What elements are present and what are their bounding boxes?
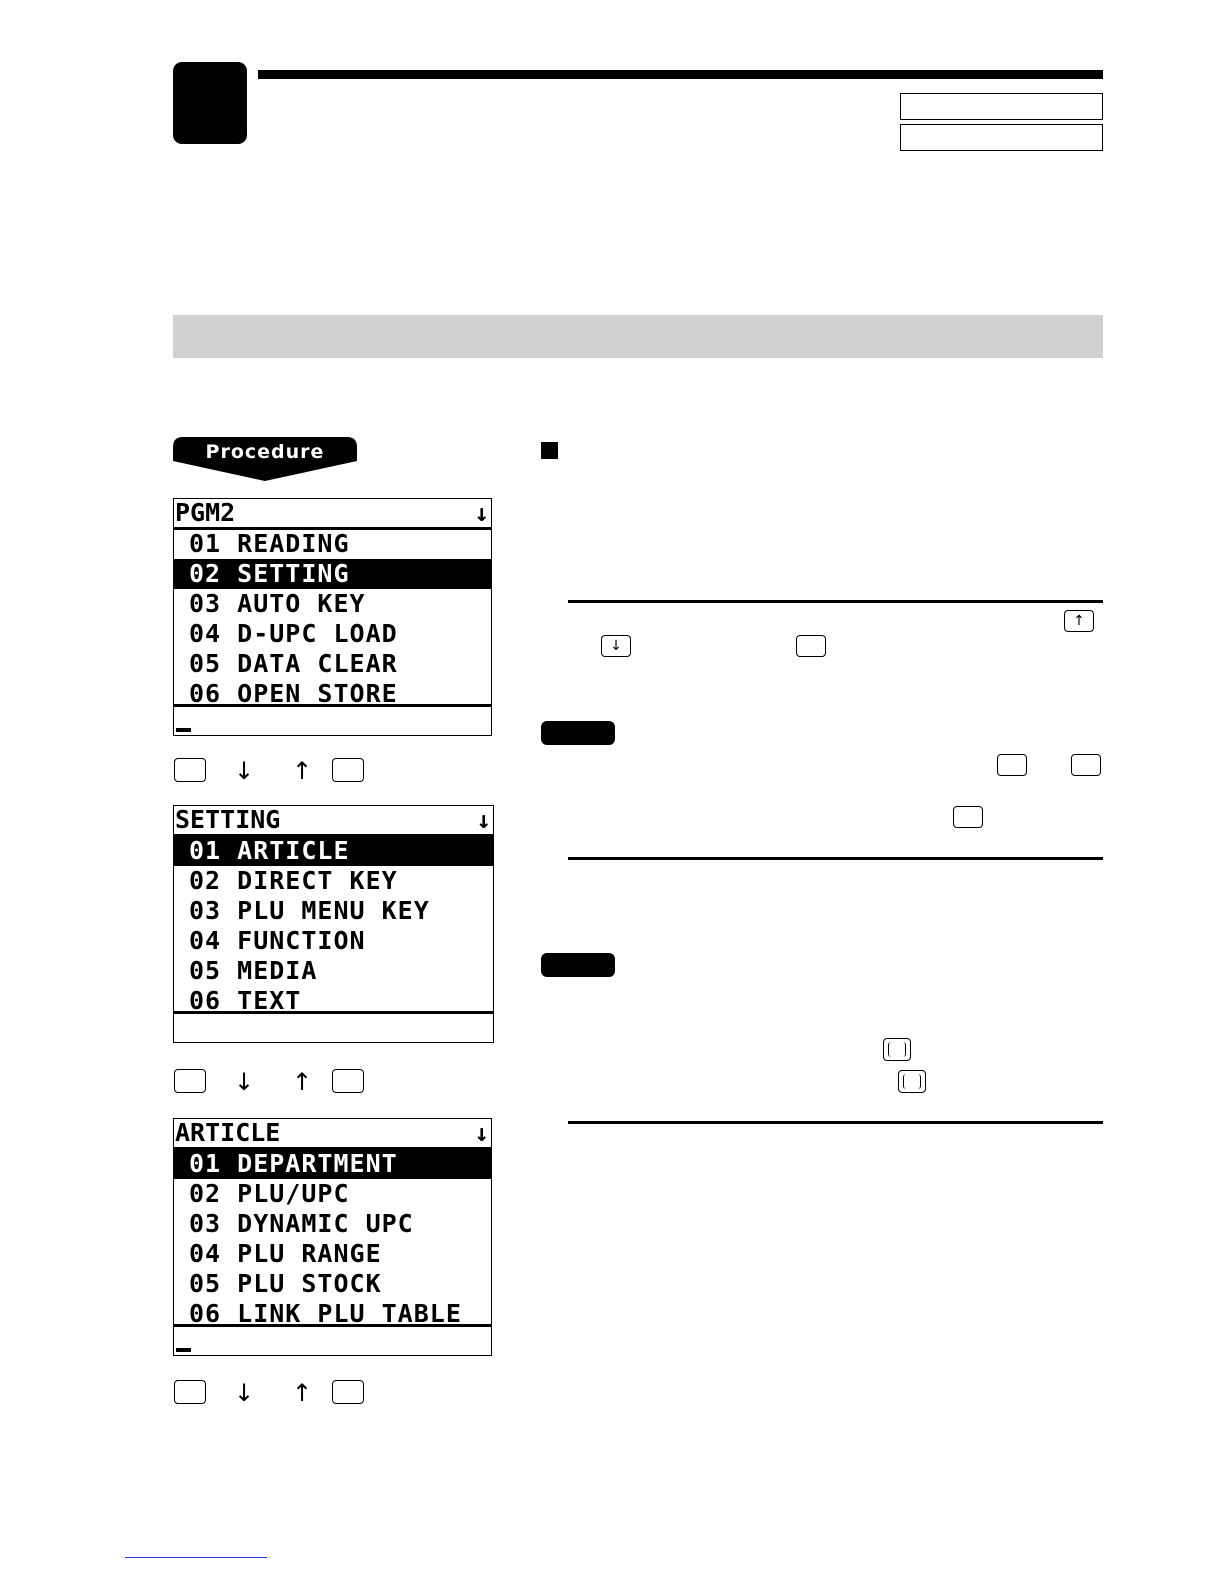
text-cursor	[176, 728, 191, 732]
lcd-screen-article	[173, 1118, 492, 1356]
divider-rule	[568, 600, 1103, 603]
mode-box-1	[900, 93, 1103, 120]
lcd-screen-setting	[173, 805, 494, 1043]
key-icon[interactable]	[174, 758, 206, 782]
square-bullet-icon	[541, 442, 558, 459]
lcd-input-line	[174, 1324, 491, 1355]
menu-item[interactable]: 04 D-UPC LOAD	[189, 619, 398, 648]
key-sequence-1	[173, 756, 373, 786]
procedure-label: Procedure	[205, 441, 325, 463]
key-sequence-2	[173, 1067, 373, 1097]
menu-item-selected[interactable]: 01 ARTICLE	[174, 836, 493, 866]
lcd-title: PGM2	[174, 499, 491, 530]
bottom-link-underline[interactable]	[125, 1557, 267, 1558]
down-arrow-glyph: ↓	[610, 638, 622, 654]
scroll-down-icon: ↓	[474, 499, 489, 527]
divider-rule	[568, 1121, 1103, 1124]
menu-item[interactable]: 03 PLU MENU KEY	[189, 896, 430, 925]
key-icon[interactable]	[332, 758, 364, 782]
lcd-screen-pgm2	[173, 498, 492, 736]
key-icon[interactable]	[332, 1380, 364, 1404]
key-icon[interactable]	[174, 1380, 206, 1404]
scroll-down-icon: ↓	[476, 806, 491, 834]
header-rule	[258, 70, 1103, 79]
key-icon[interactable]	[997, 754, 1027, 776]
up-key-icon[interactable]	[1064, 610, 1094, 632]
lcd-input-line	[174, 1011, 493, 1042]
key-icon[interactable]	[796, 635, 826, 657]
mode-box-2	[900, 124, 1103, 151]
key-sequence-3	[173, 1378, 373, 1408]
key-icon[interactable]	[332, 1069, 364, 1093]
procedure-badge	[173, 437, 357, 481]
scroll-down-icon: ↓	[474, 1119, 489, 1147]
menu-item[interactable]: 03 DYNAMIC UPC	[189, 1209, 414, 1238]
up-arrow-icon: ↑	[292, 1068, 313, 1096]
bracket-key-inner	[888, 1042, 906, 1057]
note-pill-icon	[541, 953, 615, 977]
key-icon[interactable]	[1071, 754, 1101, 776]
menu-item-selected[interactable]: 01 DEPARTMENT	[174, 1149, 491, 1179]
chapter-tab	[173, 62, 247, 144]
note-pill-icon	[541, 721, 615, 745]
up-arrow-icon: ↑	[292, 757, 313, 785]
bracket-key-inner	[903, 1074, 921, 1089]
key-icon[interactable]	[174, 1069, 206, 1093]
bracket-key-icon[interactable]	[883, 1038, 911, 1061]
text-cursor	[176, 1348, 191, 1352]
menu-item[interactable]: 04 PLU RANGE	[189, 1239, 382, 1268]
down-key-icon[interactable]	[601, 635, 631, 657]
lcd-title: SETTING	[174, 806, 493, 837]
bracket-key-icon[interactable]	[898, 1070, 926, 1093]
menu-item[interactable]: 05 PLU STOCK	[189, 1269, 382, 1298]
menu-item[interactable]: 05 DATA CLEAR	[189, 649, 398, 678]
menu-item[interactable]: 05 MEDIA	[189, 956, 318, 985]
lcd-input-line	[174, 704, 491, 735]
menu-item[interactable]: 06 LINK PLU TABLE	[189, 1299, 462, 1328]
menu-item[interactable]: 01 READING	[189, 529, 350, 558]
divider-rule	[568, 857, 1103, 860]
lcd-title: ARTICLE	[174, 1119, 491, 1150]
down-arrow-icon: ↓	[234, 757, 255, 785]
up-arrow-glyph: ↑	[1073, 613, 1085, 629]
down-arrow-icon: ↓	[234, 1068, 255, 1096]
menu-item-selected[interactable]: 02 SETTING	[174, 559, 491, 589]
section-band	[173, 315, 1103, 358]
menu-item[interactable]: 03 AUTO KEY	[189, 589, 366, 618]
menu-item[interactable]: 02 PLU/UPC	[189, 1179, 350, 1208]
menu-item[interactable]: 02 DIRECT KEY	[189, 866, 398, 895]
menu-item[interactable]: 06 OPEN STORE	[189, 679, 398, 708]
up-arrow-icon: ↑	[292, 1379, 313, 1407]
menu-item[interactable]: 04 FUNCTION	[189, 926, 366, 955]
menu-item[interactable]: 06 TEXT	[189, 986, 302, 1015]
key-icon[interactable]	[953, 806, 983, 828]
down-arrow-icon: ↓	[234, 1379, 255, 1407]
